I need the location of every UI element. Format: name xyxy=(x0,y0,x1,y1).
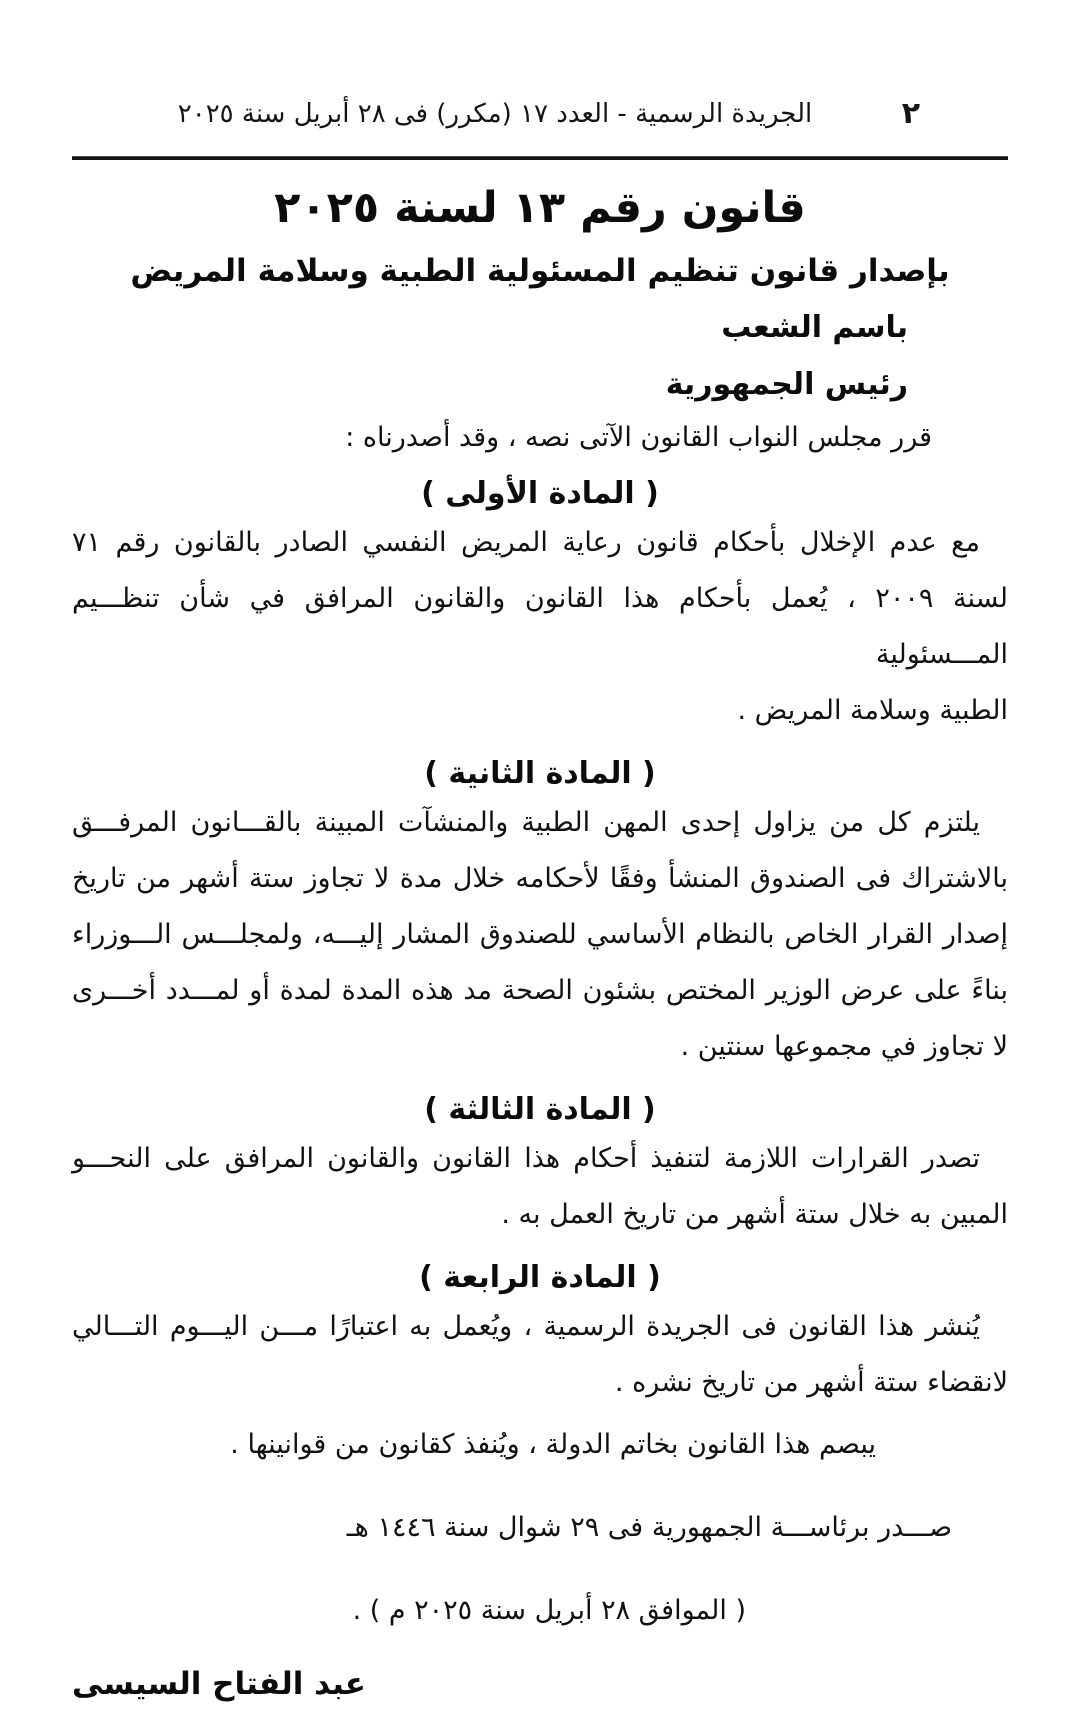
header-divider xyxy=(72,156,1008,160)
article-1 xyxy=(72,473,1008,739)
law-closing xyxy=(72,1417,1008,1702)
state-seal-line: يبصم هذا القانون بخاتم الدولة ، ويُنفذ كقانون من قوانينها . xyxy=(230,1428,876,1460)
article-4-line: لانقضاء ستة أشهر من تاريخ نشره . xyxy=(614,1366,1008,1398)
article-4 xyxy=(72,1257,1008,1411)
president-of-republic-line: رئيس الجمهورية xyxy=(665,367,908,403)
article-2-heading: ( المادة الثانية ) xyxy=(424,755,656,791)
article-1-line: لسنة ٢٠٠٩ ، يُعمل بأحكام هذا القانون والقانون المرافق في شأن تنظـــيم المـــسئولية xyxy=(72,582,1008,670)
article-2-line: لا تجاوز في مجموعها سنتين . xyxy=(680,1030,1008,1062)
article-2-line: بالاشتراك فى الصندوق المنشأ وفقًا لأحكامه خلال مدة لا تجاوز ستة أشهر من تاريخ xyxy=(72,862,1008,894)
article-2-line: يلتزم كل من يزاول إحدى المهن الطبية والمنشآت المبينة بالقـــانون المرفـــق xyxy=(72,806,980,838)
article-3-line: المبين به خلال ستة أشهر من تاريخ العمل به . xyxy=(501,1198,1008,1230)
article-2-line: بناءً على عرض الوزير المختص بشئون الصحة مد هذه المدة لمدة أو لمـــدد أخـــرى xyxy=(72,974,1008,1006)
page-header xyxy=(72,98,1008,160)
issued-hijri-date-line: صـــدر برئاســـة الجمهورية فى ٢٩ شوال سنة ١٤٤٦ هـ xyxy=(346,1511,952,1543)
article-3 xyxy=(72,1089,1008,1243)
article-4-line: يُنشر هذا القانون فى الجريدة الرسمية ، ويُعمل به اعتبارًا مـــن اليـــوم التـــالي xyxy=(72,1310,980,1342)
article-1-line: مع عدم الإخلال بأحكام قانون رعاية المريض النفسي الصادر بالقانون رقم ٧١ xyxy=(72,526,980,558)
article-1-line: الطبية وسلامة المريض . xyxy=(737,694,1008,726)
president-signature: عبد الفتاح السيسى xyxy=(72,1665,366,1702)
page-number: ٢ xyxy=(901,96,920,131)
law-subtitle: بإصدار قانون تنظيم المسئولية الطبية وسلامة المريض xyxy=(130,253,950,290)
enactment-line: قرر مجلس النواب القانون الآتى نصه ، وقد أصدرناه : xyxy=(345,422,932,454)
article-2 xyxy=(72,753,1008,1075)
gregorian-date-line: ( الموافق ٢٨ أبريل سنة ٢٠٢٥ م ) . xyxy=(352,1594,746,1626)
header-row xyxy=(72,98,1008,132)
article-2-line: إصدار القرار الخاص بالنظام الأساسي للصندوق المشار إليـــه، ولمجلـــس الـــوزراء xyxy=(72,918,1008,950)
law-document xyxy=(72,184,1008,1411)
article-3-line: تصدر القرارات اللازمة لتنفيذ أحكام هذا القانون والقانون المرافق على النحـــو xyxy=(72,1142,980,1174)
gazette-issue-line: الجريدة الرسمية - العدد ١٧ (مكرر) فى ٢٨ أبريل سنة ٢٠٢٥ xyxy=(177,99,813,129)
law-title: قانون رقم ١٣ لسنة ٢٠٢٥ xyxy=(274,182,806,233)
in-name-of-people-line: باسم الشعب xyxy=(721,310,908,346)
article-3-heading: ( المادة الثالثة ) xyxy=(424,1091,656,1127)
article-1-heading: ( المادة الأولى ) xyxy=(421,475,659,511)
article-4-heading: ( المادة الرابعة ) xyxy=(419,1259,661,1295)
